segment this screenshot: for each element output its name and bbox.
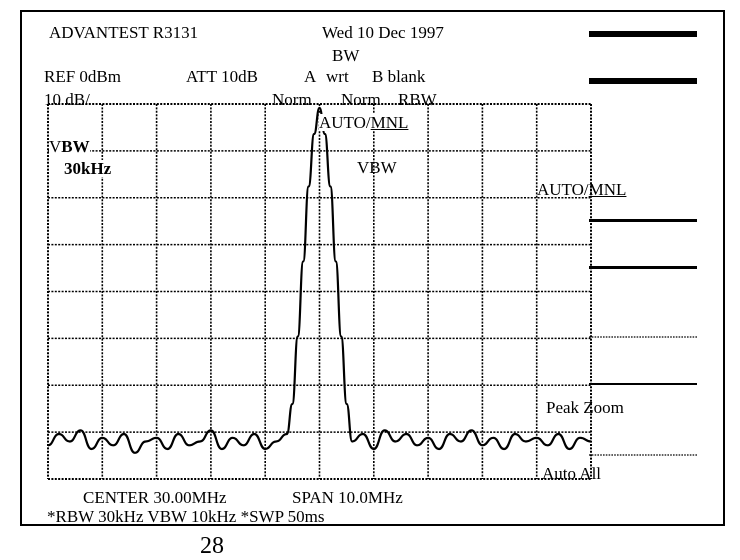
status-line-clip — [47, 507, 467, 526]
softkey-bar-4[interactable] — [589, 266, 697, 269]
vbw-prefix-text: V — [49, 137, 62, 156]
peak-zoom-softkey[interactable]: Peak Zoom — [546, 398, 624, 417]
vbw-bold-text: BW — [61, 137, 90, 156]
page-number: 28 — [200, 533, 224, 559]
span-value: SPAN 10.0MHz — [292, 488, 403, 507]
softkey-bar-5[interactable] — [589, 383, 697, 385]
vbw-active-label — [49, 138, 90, 155]
rbw-auto-text: AUTO/ — [319, 113, 371, 132]
attenuation: ATT 10dB — [186, 67, 258, 86]
rbw-mnl-text: MNL — [370, 113, 409, 132]
softkey-divider-1 — [589, 335, 697, 339]
trace-a-label: A — [304, 67, 317, 86]
instrument-name: ADVANTEST R3131 — [49, 23, 199, 42]
softkey-bar-2[interactable] — [589, 78, 697, 84]
spectrum-display — [47, 103, 592, 480]
trace-wrt-label: wrt — [326, 67, 349, 86]
menu-title-bw: BW — [332, 46, 360, 65]
vbw-value: 30kHz — [64, 159, 112, 178]
center-frequency: CENTER 30.00MHz — [83, 488, 227, 507]
softkey-bar-1[interactable] — [589, 31, 697, 37]
softkey-bar-3[interactable] — [589, 219, 697, 222]
status-line: *RBW 30kHz VBW 10kHz *SWP 50ms — [47, 507, 325, 526]
graticule-grid — [48, 104, 591, 479]
scale-label: 10 dB/ — [44, 90, 90, 109]
vbw-softkey-label: VBW — [357, 158, 397, 177]
ref-level: REF 0dBm — [44, 67, 121, 86]
rbw-auto-mnl[interactable] — [319, 114, 408, 131]
trace-b-label: B blank — [372, 67, 426, 86]
trace-a-mode: Norm — [272, 90, 312, 109]
vbw-mnl-text: MNL — [588, 180, 627, 199]
auto-all-softkey[interactable]: Auto All — [542, 464, 602, 483]
vbw-auto-mnl[interactable] — [537, 181, 626, 198]
trace-b-mode: Norm — [341, 90, 381, 109]
date-display: Wed 10 Dec 1997 — [322, 23, 444, 42]
vbw-auto-text: AUTO/ — [537, 180, 589, 199]
softkey-divider-2 — [589, 453, 697, 457]
rbw-softkey-label: RBW — [398, 90, 437, 109]
